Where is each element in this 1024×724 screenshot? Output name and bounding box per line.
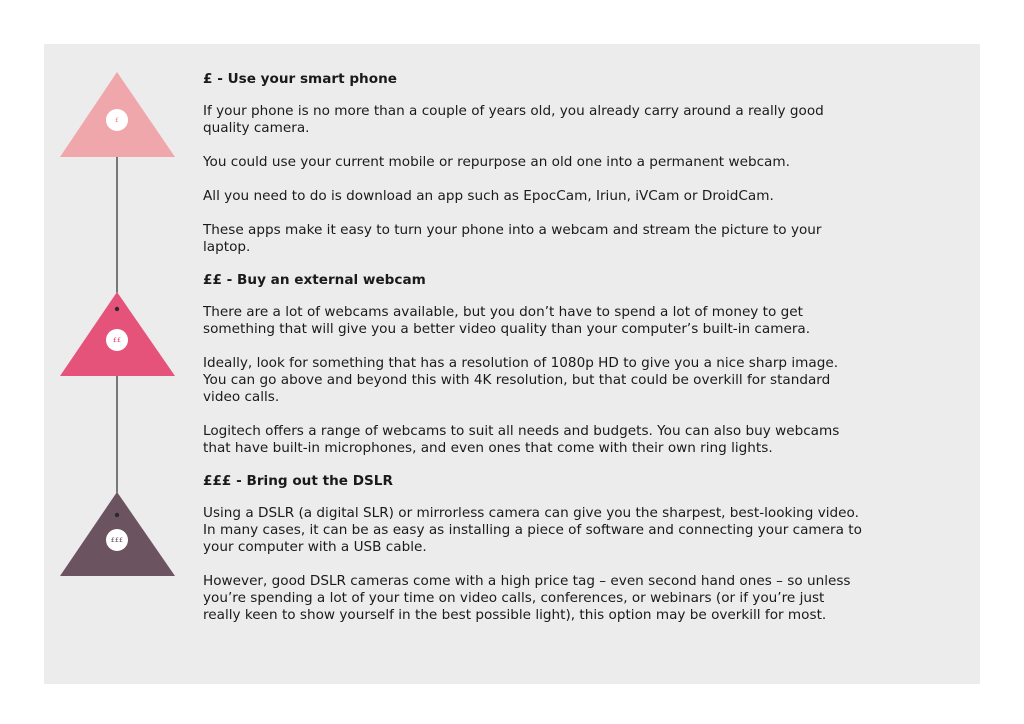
section-heading-webcam: ££ - Buy an external webcam xyxy=(203,272,426,288)
section-heading-phone: £ - Use your smart phone xyxy=(203,71,397,87)
paragraph: However, good DSLR cameras come with a high price tag – even second hand ones – so unless you’re spending a lot of your time on video calls, conferences, or webinars (or if you’re just really keen to show yourself in the best possible light), this option may be overkill for most. xyxy=(203,573,851,623)
paragraph: All you need to do is download an app such as EpocCam, Iriun, iVCam or DroidCam. xyxy=(203,188,774,204)
paragraph: Using a DSLR (a digital SLR) or mirrorless camera can give you the sharpest, best-looking video. In many cases, it can be as easy as installing a piece of software and connecting your camera to your computer with a USB cable. xyxy=(203,505,862,555)
section-heading-dslr: £££ - Bring out the DSLR xyxy=(203,473,393,489)
tier-1-badge: £ xyxy=(106,109,128,131)
paragraph: If your phone is no more than a couple of years old, you already carry around a really good quality camera. xyxy=(203,103,824,136)
paragraph: There are a lot of webcams available, but you don’t have to spend a lot of money to get something that will give you a better video quality than your computer’s built-in camera. xyxy=(203,304,811,337)
timeline-dot-2 xyxy=(115,307,119,311)
paragraph: You could use your current mobile or repurpose an old one into a permanent webcam. xyxy=(203,154,790,170)
tier-2-badge: ££ xyxy=(106,329,128,351)
options-list xyxy=(203,68,863,641)
paragraph: These apps make it easy to turn your phone into a webcam and stream the picture to your laptop. xyxy=(203,222,822,255)
tier-3-badge: £££ xyxy=(106,529,128,551)
paragraph: Ideally, look for something that has a resolution of 1080p HD to give you a nice sharp image. You can go above and beyond this with 4K resolution, but that could be overkill for standard video calls. xyxy=(203,355,839,405)
paragraph: Logitech offers a range of webcams to suit all needs and budgets. You can also buy webcams that have built-in microphones, and even ones that come with their own ring lights. xyxy=(203,423,840,456)
timeline-dot-3 xyxy=(115,513,119,517)
